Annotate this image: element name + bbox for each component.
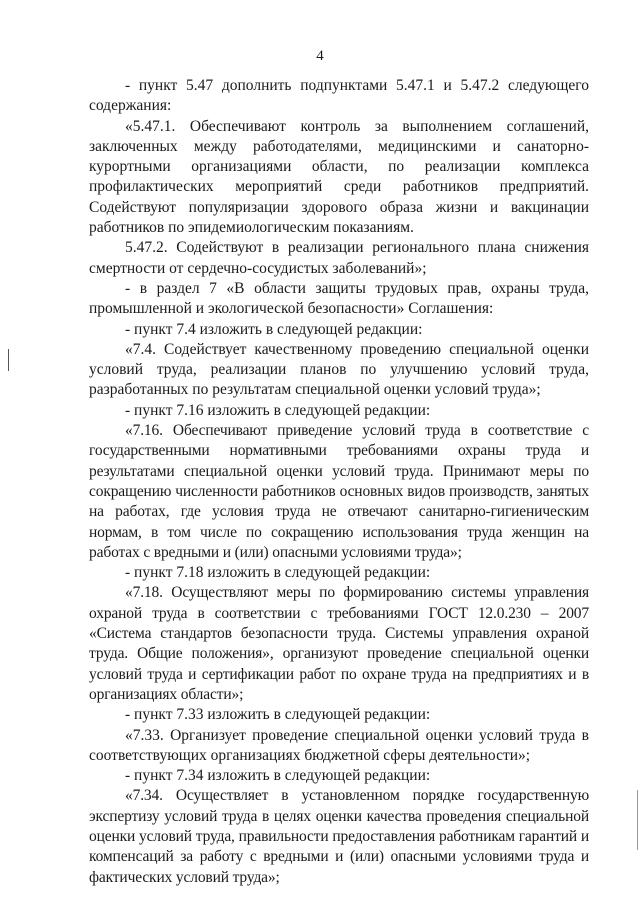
- page-number: 4: [316, 48, 324, 64]
- paragraph-7-16: «7.16. Обеспечивают приведение условий труда в соответствие с государственными нормативными требованиями охраны труда и результатами специальной оценки условий труда. Принимают меры по сокращению численности работников основных видов производств, занятых на работах, где условия труда не отвечают санитарно-гигиеническим нормам, в том числе по сокращению использования труда женщин на работах с вредными и (или) опасными условиями труда»;: [89, 422, 589, 561]
- paragraph-item-7-16: - пункт 7.16 изложить в следующей редакции:: [125, 401, 431, 419]
- paragraph-item-7-34: - пункт 7.34 изложить в следующей редакции:: [125, 767, 431, 785]
- paragraph-7-18: «7.18. Осуществляют меры по формированию системы управления охраной труда в соответствии с требованиями ГОСТ 12.0.230 – 2007 «Система стандартов безопасности труда. Системы управления охраной труда. Общие положения», организуют проведение специальной оценки условий труда и сертификации работ по охране труда на предприятиях и в организациях области»;: [89, 584, 589, 703]
- paragraph-7-34: «7.34. Осуществляет в установленном порядке государственную экспертизу условий труда в целях оценки качества проведения специальной оценки условий труда, правильности предоставления работникам гарантий и компенсаций за работу с вредными и (или) опасными условиями труда и фактических условий труда»;: [89, 787, 589, 886]
- paragraph-item-7-18: - пункт 7.18 изложить в следующей редакции:: [125, 564, 431, 582]
- paragraph-5-47-2: 5.47.2. Содействуют в реализации регионального плана снижения смертности от сердечно-сосудистых заболеваний»;: [89, 239, 589, 277]
- paragraph-item-5-47: - пункт 5.47 дополнить подпунктами 5.47.1 и 5.47.2 следующего содержания:: [89, 77, 589, 115]
- paragraph-item-7-33: - пункт 7.33 изложить в следующей редакции:: [125, 706, 431, 724]
- document-body: [89, 76, 589, 888]
- margin-mark-right: [637, 790, 638, 850]
- paragraph-7-4: «7.4. Содействует качественному проведению специальной оценки условий труда, реализации планов по улучшению условий труда, разработанных по результатам специальной оценки условий труда»;: [89, 340, 589, 399]
- paragraph-7-33: «7.33. Организует проведение специальной оценки условий труда в соответствующих организациях бюджетной сферы деятельности»;: [89, 726, 589, 764]
- paragraph-item-7-4: - пункт 7.4 изложить в следующей редакции:: [125, 320, 423, 338]
- margin-mark-left: [8, 349, 9, 371]
- paragraph-section-7: - в раздел 7 «В области защиты трудовых прав, охраны труда, промышленной и экологической безопасности» Соглашения:: [89, 279, 589, 318]
- paragraph-5-47-1: «5.47.1. Обеспечивают контроль за выполнением соглашений, заключенных между работодателями, медицинскими и санаторно-курортными организациями области, по реализации комплекса профилактических мероприятий среди работников предприятий. Содействуют популяризации здорового образа жизни и вакцинации работников по эпидемиологическим показаниям.: [89, 117, 589, 237]
